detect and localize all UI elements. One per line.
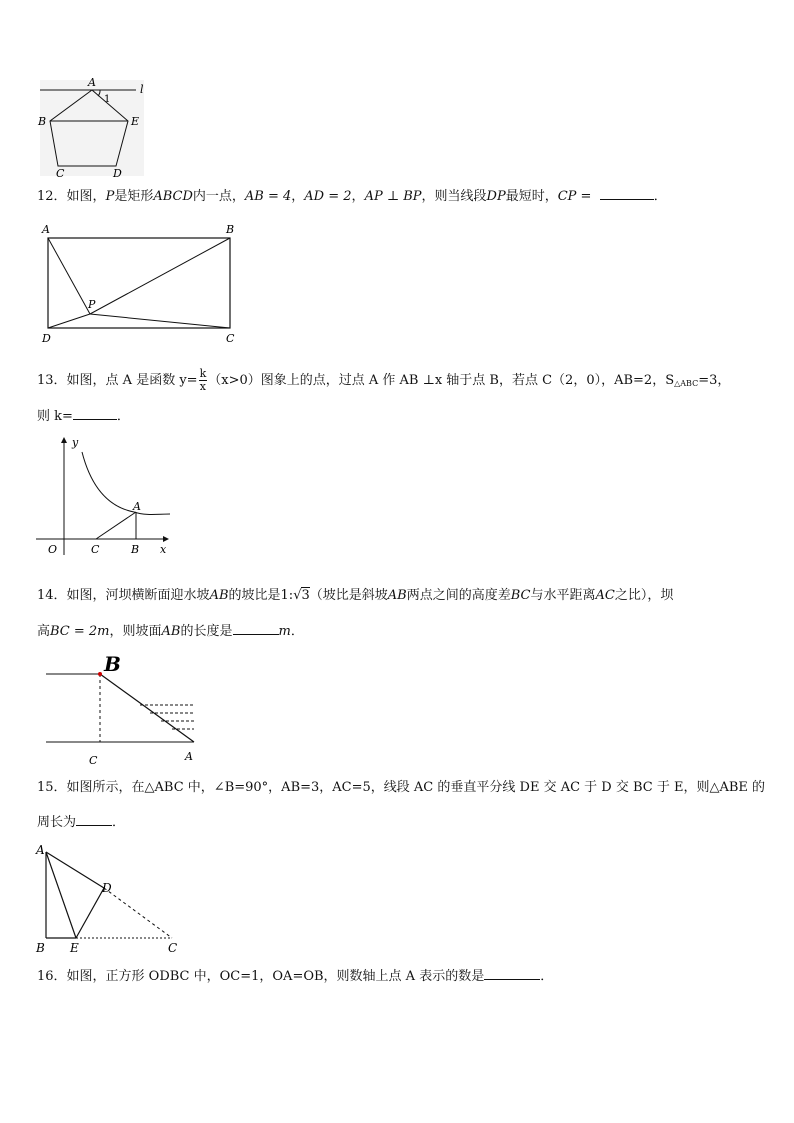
hyperbola-curve bbox=[82, 452, 170, 515]
q13-subscript: △ABC bbox=[674, 379, 699, 388]
segment-ac bbox=[96, 512, 136, 539]
q12-eq-ab: AB = 4 bbox=[244, 189, 292, 204]
q12-text: 内一点， bbox=[192, 189, 245, 204]
question-16 bbox=[37, 967, 553, 986]
q14-text: 与水平距离 bbox=[530, 588, 596, 603]
q14-ratio: 1: bbox=[280, 588, 294, 603]
q13-end: ． bbox=[116, 409, 130, 424]
answer-blank[interactable] bbox=[484, 967, 540, 980]
question-number: 13． bbox=[37, 373, 67, 388]
label-d: D bbox=[113, 167, 122, 178]
label-a: A bbox=[133, 500, 141, 513]
q12-eq-ad: AD = 2 bbox=[304, 189, 352, 204]
question-number: 14． bbox=[37, 588, 67, 603]
rectangle-figure-svg bbox=[38, 222, 243, 346]
dam-figure-svg bbox=[40, 652, 200, 770]
fig-hyperbola bbox=[36, 432, 176, 558]
segment-ae bbox=[46, 852, 76, 938]
q12-abcd: ABCD bbox=[153, 189, 193, 204]
q14-end: ． bbox=[290, 624, 304, 639]
label-a: A bbox=[36, 843, 45, 857]
fraction-denominator: x bbox=[199, 380, 207, 393]
question-15-line2 bbox=[37, 813, 125, 832]
q14-unit: m bbox=[278, 624, 291, 639]
answer-blank[interactable] bbox=[76, 813, 112, 826]
label-b: B bbox=[131, 543, 140, 556]
q14-ab: AB bbox=[387, 588, 407, 603]
fig-pentagon bbox=[36, 78, 148, 178]
q13-text: 如图，点 A 是函数 y= bbox=[66, 373, 198, 388]
label-b: B bbox=[36, 941, 45, 955]
label-b: B bbox=[38, 115, 47, 128]
label-a: A bbox=[185, 750, 193, 763]
question-14-line2 bbox=[37, 622, 304, 641]
q13-text: 则 k= bbox=[37, 409, 73, 424]
q15-end: ． bbox=[112, 815, 126, 830]
q14-text: 如图，河坝横断面迎水坡 bbox=[66, 588, 210, 603]
fig-dam bbox=[40, 652, 200, 770]
slope-ab bbox=[100, 674, 194, 742]
label-c: C bbox=[226, 332, 235, 345]
point-b-marker bbox=[98, 672, 102, 676]
sqrt-value: 3 bbox=[301, 588, 310, 603]
label-a: A bbox=[88, 78, 96, 89]
label-d: D bbox=[42, 332, 51, 345]
segment-de bbox=[76, 888, 104, 938]
label-e: E bbox=[70, 941, 79, 955]
question-15 bbox=[37, 779, 765, 797]
q12-text: ，则当线段 bbox=[421, 189, 487, 204]
q16-end: ． bbox=[540, 969, 554, 984]
label-y: y bbox=[72, 436, 79, 449]
q12-text: 如图， bbox=[66, 189, 106, 204]
q14-text: 的坡比是 bbox=[228, 588, 281, 603]
label-c: C bbox=[91, 543, 100, 556]
figure-background bbox=[40, 80, 144, 176]
q12-text: ， bbox=[291, 189, 305, 204]
label-d: D bbox=[102, 881, 112, 895]
q14-text: 高 bbox=[37, 624, 51, 639]
q14-bc-eq: BC = 2m bbox=[50, 624, 110, 639]
q13-text: （x>0）图象上的点，过点 A 作 AB ⊥x 轴于点 B，若点 C（2，0），AB=2，S bbox=[208, 373, 675, 388]
question-12 bbox=[37, 187, 667, 206]
q14-text: ，则坡面 bbox=[109, 624, 162, 639]
q15-text: 如图所示，在△ABC 中，∠B=90°，AB=3，AC=5，线段 AC 的垂直平分线 DE 交 AC 于 D 交 BC 于 E，则△ABE 的 bbox=[66, 780, 766, 795]
question-14 bbox=[37, 587, 673, 605]
label-e: E bbox=[131, 115, 140, 128]
sqrt-sign: √ bbox=[293, 588, 302, 603]
q14-text: 之比），坝 bbox=[614, 588, 674, 603]
question-13 bbox=[37, 368, 730, 393]
q12-dp: DP bbox=[486, 189, 506, 204]
label-c: C bbox=[89, 754, 98, 767]
segment-ad bbox=[46, 852, 104, 888]
triangle-figure-svg bbox=[34, 838, 184, 956]
q12-cp: CP = bbox=[557, 189, 592, 204]
segment-dp bbox=[48, 314, 90, 328]
fraction-numerator: k bbox=[199, 367, 207, 380]
hyperbola-figure-svg bbox=[36, 432, 176, 558]
label-l: l bbox=[140, 83, 144, 96]
fig-rectangle bbox=[38, 222, 243, 346]
q12-text: 是矩形 bbox=[114, 189, 154, 204]
q16-text: 如图，正方形 ODBC 中，OC=1，OA=OB，则数轴上点 A 表示的数是 bbox=[66, 969, 485, 984]
q14-text: 两点之间的高度差 bbox=[406, 588, 511, 603]
label-x: x bbox=[160, 543, 167, 556]
q12-end: ． bbox=[653, 189, 667, 204]
label-b: B bbox=[104, 652, 121, 676]
label-c: C bbox=[56, 167, 65, 178]
answer-blank[interactable] bbox=[73, 407, 117, 420]
segment-dc bbox=[104, 888, 172, 938]
q12-text: ， bbox=[351, 189, 365, 204]
q15-text: 周长为 bbox=[37, 815, 77, 830]
q12-p: P bbox=[105, 189, 115, 204]
answer-blank[interactable] bbox=[600, 187, 654, 200]
label-a: A bbox=[42, 223, 50, 236]
q12-eq-perp: AP ⊥ BP bbox=[364, 189, 422, 204]
question-13-line2 bbox=[37, 407, 130, 426]
q13-text: =3， bbox=[698, 373, 731, 388]
rectangle-abcd bbox=[48, 238, 230, 328]
answer-blank[interactable] bbox=[233, 622, 279, 635]
label-c: C bbox=[168, 941, 178, 955]
segment-cp bbox=[90, 314, 230, 328]
segment-ap bbox=[48, 238, 90, 314]
pentagon-figure-svg bbox=[36, 78, 148, 178]
segment-bp bbox=[90, 238, 230, 314]
q12-text: 最短时， bbox=[505, 189, 558, 204]
question-number: 12． bbox=[37, 189, 67, 204]
label-1: 1 bbox=[104, 94, 111, 105]
q14-bc: BC bbox=[510, 588, 531, 603]
q14-text: （坡比是斜坡 bbox=[309, 588, 388, 603]
label-b: B bbox=[226, 223, 235, 236]
fraction-k-over-x bbox=[199, 368, 208, 393]
label-p: P bbox=[88, 298, 96, 311]
question-number: 15． bbox=[37, 780, 67, 795]
question-number: 16． bbox=[37, 969, 67, 984]
q14-ab: AB bbox=[209, 588, 229, 603]
q14-ac: AC bbox=[595, 588, 615, 603]
q14-text: 的长度是 bbox=[180, 624, 233, 639]
fig-triangle bbox=[34, 838, 184, 956]
label-o: O bbox=[48, 543, 58, 556]
q14-ab: AB bbox=[161, 624, 181, 639]
